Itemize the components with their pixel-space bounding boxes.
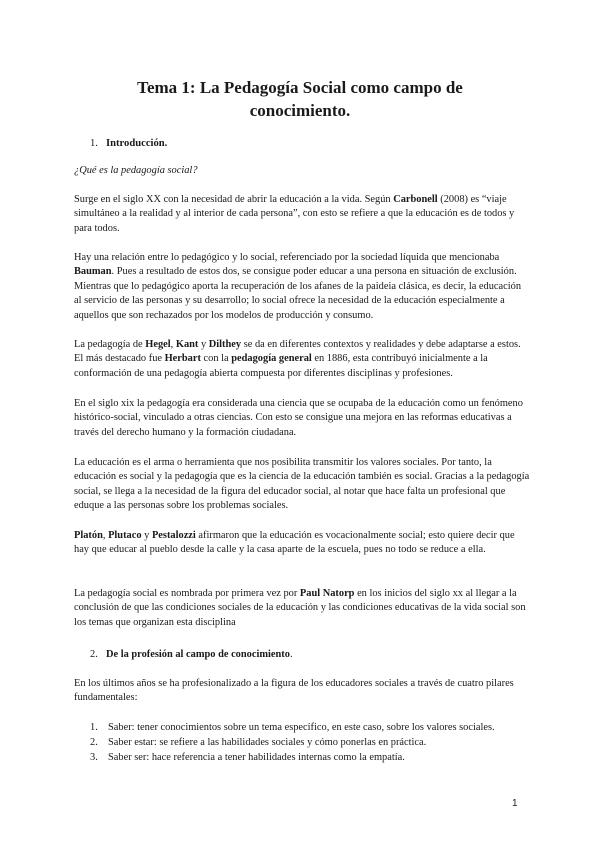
author-name: Paul Natorp [299, 588, 355, 599]
section-title: De la profesión al campo de conocimiento. [106, 649, 293, 660]
paragraph-6: Platón, Plutaco y Pestalozzi afirmaron que la educación es vocacionalmente social; esto quiere decir que hay que educar al pueblo desde la calle y la casa aparte de la escuela, pues no todo se reduce a ella. [74, 530, 515, 556]
paragraph-7: La pedagogía social es nombrada por primera vez por Paul Natorp en los inicios del siglo xx al llegar a la conclusión de que las condiciones sociales de la educación y las condiciones educativas de la vida social son los temas que organizan esta disciplina [74, 588, 526, 628]
paragraph-1: Surge en el siglo XX con la necesidad de abrir la educación a la vida. Según Carbonell (2008) es “viaje simultáneo a la realidad y al interior de cada persona”, con esto se refiere a que la educación es de todos y para todos. [74, 194, 515, 234]
author-name: Carbonell [393, 194, 438, 205]
paragraph-4: En el siglo xix la pedagogía era considerada una ciencia que se ocupaba de la educación como un fenómeno histórico-social, vinculado a otras ciencias. Con esto se consigue una mejora en las reformas educativas a través del derecho humano y la formación ciudadana. [74, 398, 523, 438]
section-number: 2. [90, 649, 98, 660]
author-name: Platón [74, 530, 103, 541]
paragraph-3: La pedagogía de Hegel, Kant y Dilthey se da en diferentes contextos y realidades y debe adaptarse a estos. El más destacado fue Herbart con la pedagogía general en 1886, esta contribuyó inicialmente a la conformación de una pedagogía abierta compuesta por diferentes disciplinas y profesiones. [74, 339, 521, 379]
paragraph-8: En los últimos años se ha profesionalizado a la figura de los educadores sociales a través de cuatro pilares fundamentales: [74, 678, 514, 704]
author-name: Kant [175, 339, 199, 350]
document-page: Tema 1: La Pedagogía Social como campo de conocimiento. 1. Introducción. ¿Qué es la pedagogía social? Surge en el siglo XX con la necesidad de abrir la educación a la vida. Según Carbonell (2008) es “viaje simultáneo a la realidad y al interior de cada persona”, con esto se refiere a que la educación es de todos y para todos. Hay una relación entre lo pedagógico y lo social, referenciado por la sociedad líquida que mencionaba Bauman. Pues a resultado de estos dos, se consigue poder educar a una persona en situación de exclusión. Mientras que lo pedagógico aporta la recuperación de los afanes de la paideia clásica, es decir, la educación al servicio de las personas y su desarrollo; lo social ofrece la necesidad de la educación especialmente a aquellos que son rechazados por los modelos de producción y consumo. La pedagogía de Hegel, Kant y Dilthey se da en diferentes contextos y realidades y debe adaptarse a estos. El más destacado fue Herbart con la pedagogía general en 1886, esta contribuyó inicialmente a la conformación de una pedagogía abierta compuesta por diferentes disciplinas y profesiones. En el siglo xix la pedagogía era considerada una ciencia que se ocupaba de la educación como un fenómeno histórico-social, vinculado a otras ciencias. Con esto se consigue una mejora en las reformas educativas a través del derecho humano y la formación ciudadana. La educación es el arma o herramienta que nos posibilita transmitir los valores sociales. Por tanto, la educación es social y la pedagogía que es la ciencia de la educación también es social. Gracias a la pedagogía social, se llega a la necesidad de la figura del educador social, al notar que hace falta un profesional que eduque a las personas sobre los problemas sociales. Platón, Plutaco y Pestalozzi afirmaron que la educación es vocacionalmente social; esto quiere decir que hay que educar al pueblo desde la calle y la casa aparte de la escuela, pues no todo se reduce a ella. La pedagogía social es nombrada por primera vez por Paul Natorp en los inicios del siglo xx al llegar a la conclusión de que las condiciones sociales de la educación y las condiciones educativas de la vida social son los temas que organizan esta disciplina 2. De la profesión al campo de conocimiento. En los últimos años se ha profesionalizado a la figura de los educadores sociales a través de cuatro pilares fundamentales: 1. Saber: tener conocimientos sobre un tema específico, en este caso, sobre los valores sociales. 2. Saber estar: se refiere a las habilidades sociales y cómo ponerlas en práctica. 3. Saber ser: hace referencia a tener habilidades internas como la empatía. 1 [74, 78, 530, 809]
page-title: Tema 1: La Pedagogía Social como campo de conocimiento. [137, 78, 463, 120]
section-number: 1. [90, 138, 98, 149]
paragraph-5: La educación es el arma o herramienta que nos posibilita transmitir los valores sociales. Por tanto, la educación es social y la pedagogía que es la ciencia de la educación también es social. Gracias a la pedagogía social, se llega a la necesidad de la figura del educador social, al notar que hace falta un profesional que eduque a las personas sobre los problemas sociales. [74, 457, 530, 512]
bold-term: pedagogía general [231, 353, 312, 365]
author-name: Plutaco [108, 530, 142, 541]
paragraph-2: Hay una relación entre lo pedagógico y lo social, referenciado por la sociedad líquida que mencionaba Bauman. Pues a resultado de estos dos, se consigue poder educar a una persona en situación de exclusión. Mientras que lo pedagógico aporta la recuperación de los afanes de la paideia clásica, es decir, la educación al servicio de las personas y su desarrollo; lo social ofrece la necesidad de la educación especialmente a aquellos que son rechazados por los modelos de producción y consumo. [74, 252, 522, 321]
page-number: 1 [512, 798, 518, 809]
author-name: Dilthey [208, 339, 242, 350]
author-name: Hegel [145, 339, 171, 350]
author-name: Pestalozzi [151, 530, 196, 541]
author-name: Herbart [164, 353, 201, 365]
question-subtitle: ¿Qué es la pedagogía social? [74, 165, 198, 176]
section-title: Introducción. [106, 138, 168, 149]
author-name: Bauman [74, 266, 112, 278]
